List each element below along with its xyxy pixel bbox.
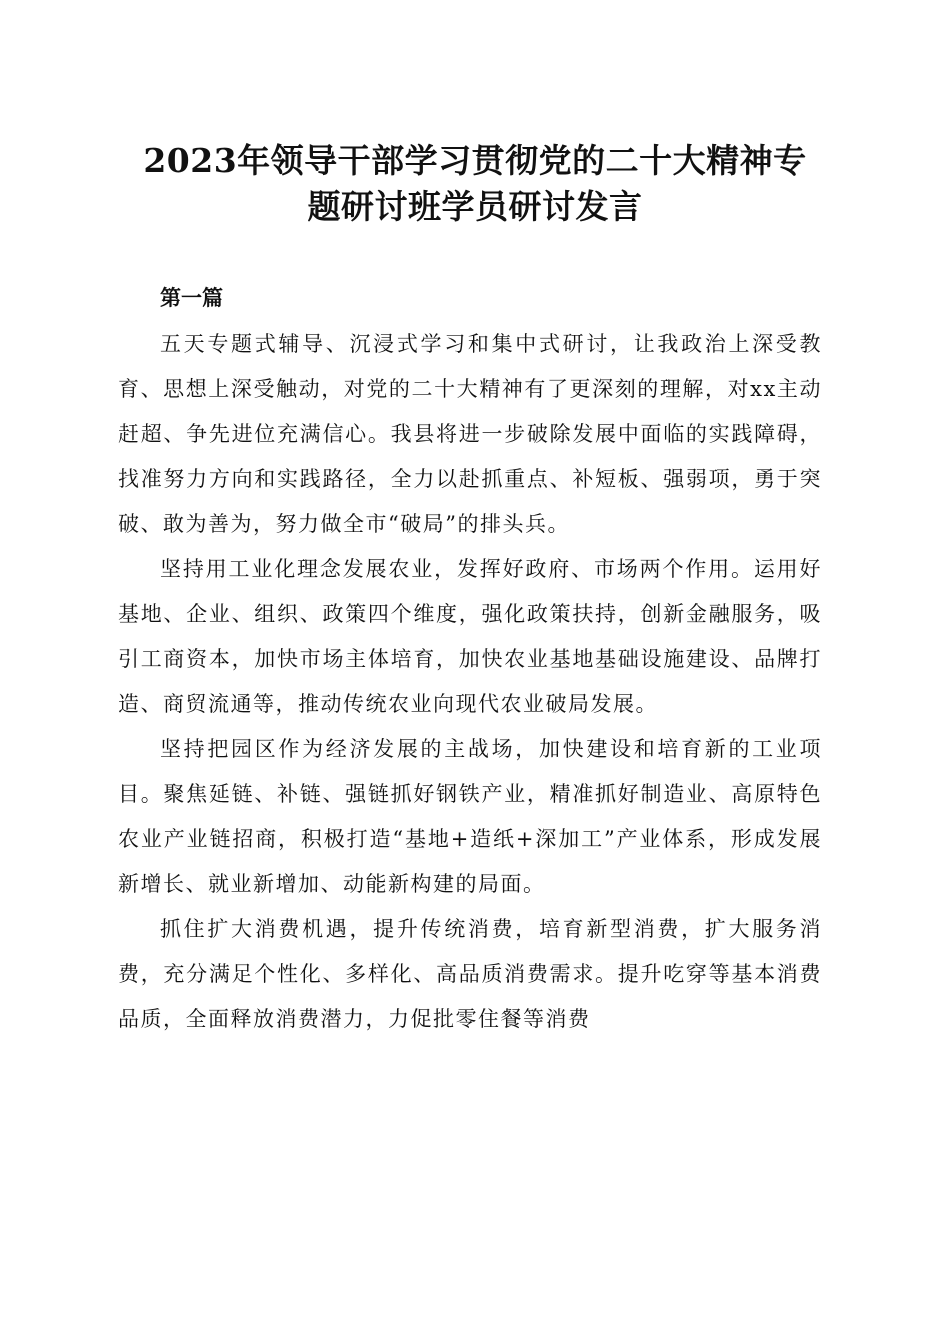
document-body xyxy=(118,322,822,1042)
document-title-line-1: 2023年领导干部学习贯彻党的二十大精神专 xyxy=(143,141,807,180)
document-title-line-2: 题研讨班学员研讨发言 xyxy=(307,187,643,226)
paragraph: 抓住扩大消费机遇，提升传统消费，培育新型消费，扩大服务消费，充分满足个性化、多样化、高品质消费需求。提升吃穿等基本消费品质，全面释放消费潜力，力促批零住餐等消费 xyxy=(118,917,822,1031)
section-heading: 第一篇 xyxy=(160,285,223,310)
paragraph: 坚持用工业化理念发展农业，发挥好政府、市场两个作用。运用好基地、企业、组织、政策四个维度，强化政策扶持，创新金融服务，吸引工商资本，加快市场主体培育，加快农业基地基础设施建设、品牌打造、商贸流通等，推动传统农业向现代农业破局发展。 xyxy=(118,557,822,716)
document-title xyxy=(118,138,832,230)
paragraph: 五天专题式辅导、沉浸式学习和集中式研讨，让我政治上深受教育、思想上深受触动，对党的二十大精神有了更深刻的理解，对xx主动赶超、争先进位充满信心。我县将进一步破除发展中面临的实践障碍，找准努力方向和实践路径，全力以赴抓重点、补短板、强弱项，勇于突破、敢为善为，努力做全市“破局”的排头兵。 xyxy=(118,332,822,536)
paragraph: 坚持把园区作为经济发展的主战场，加快建设和培育新的工业项目。聚焦延链、补链、强链抓好钢铁产业，精准抓好制造业、高原特色农业产业链招商，积极打造“基地+造纸+深加工”产业体系，形成发展新增长、就业新增加、动能新构建的局面。 xyxy=(118,737,822,896)
